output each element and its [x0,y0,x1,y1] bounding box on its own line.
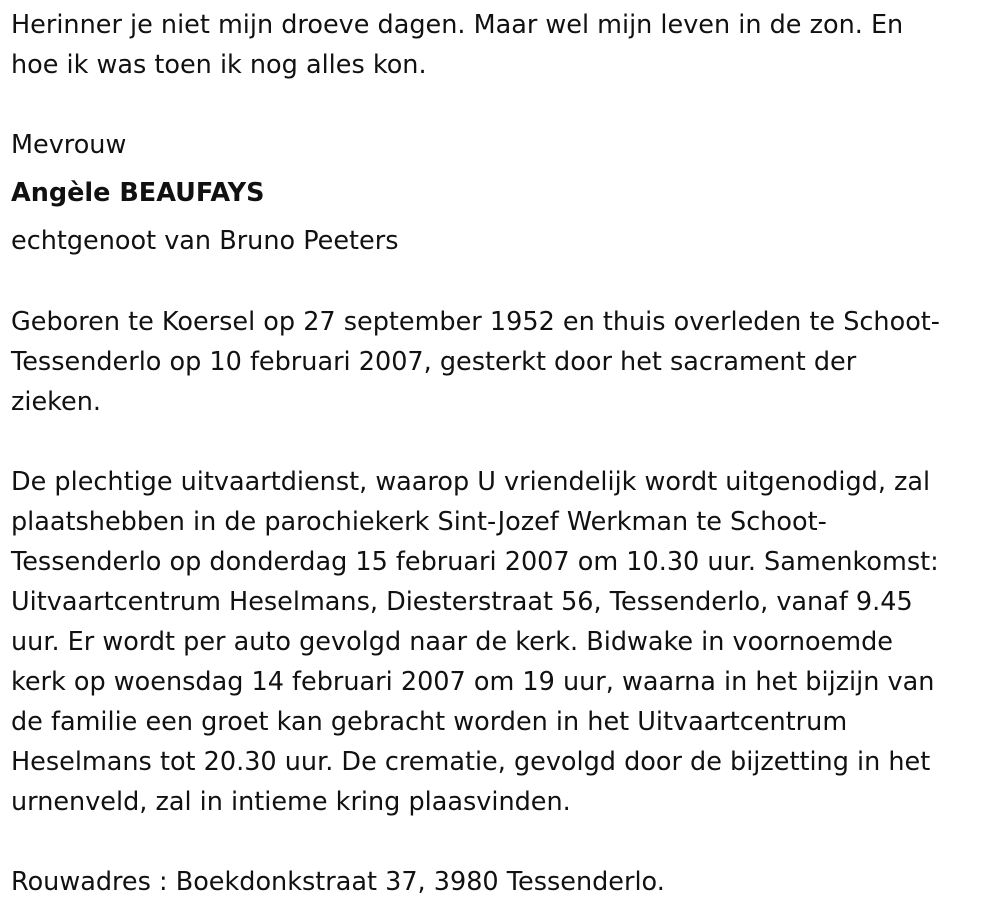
ceremony-line-6: kerk op woensdag 14 februari 2007 om 19 uur, waarna in het bijzijn van [11,667,935,697]
motto-line-1: Herinner je niet mijn droeve dagen. Maar wel mijn leven in de zon. En [11,10,904,40]
ceremony-line-1: De plechtige uitvaartdienst, waarop U vriendelijk wordt uitgenodigd, zal [11,467,931,497]
birth-death-line-2: Tessenderlo op 10 februari 2007, gesterkt door het sacrament der [11,347,857,377]
ceremony-line-9: urnenveld, zal in intieme kring plaasvinden. [11,787,571,817]
birth-death-line-1: Geboren te Koersel op 27 september 1952 en thuis overleden te Schoot- [11,307,940,337]
ceremony-line-7: de familie een groet kan gebracht worden in het Uitvaartcentrum [11,707,848,737]
spouse-line: echtgenoot van Bruno Peeters [11,226,399,256]
ceremony-line-4: Uitvaartcentrum Heselmans, Diesterstraat 56, Tessenderlo, vanaf 9.45 [11,587,913,617]
motto-line-2: hoe ik was toen ik nog alles kon. [11,50,427,80]
ceremony-line-5: uur. Er wordt per auto gevolgd naar de kerk. Bidwake in voornoemde [11,627,893,657]
deceased-name: Angèle BEAUFAYS [11,178,265,208]
ceremony-line-8: Heselmans tot 20.30 uur. De crematie, gevolgd door de bijzetting in het [11,747,931,777]
ceremony-line-2: plaatshebben in de parochiekerk Sint-Jozef Werkman te Schoot- [11,507,827,537]
salutation: Mevrouw [11,130,127,160]
ceremony-line-3: Tessenderlo op donderdag 15 februari 2007 om 10.30 uur. Samenkomst: [11,547,939,577]
funeral-address: Rouwadres : Boekdonkstraat 37, 3980 Tessenderlo. [11,867,665,897]
birth-death-line-3: zieken. [11,387,101,417]
